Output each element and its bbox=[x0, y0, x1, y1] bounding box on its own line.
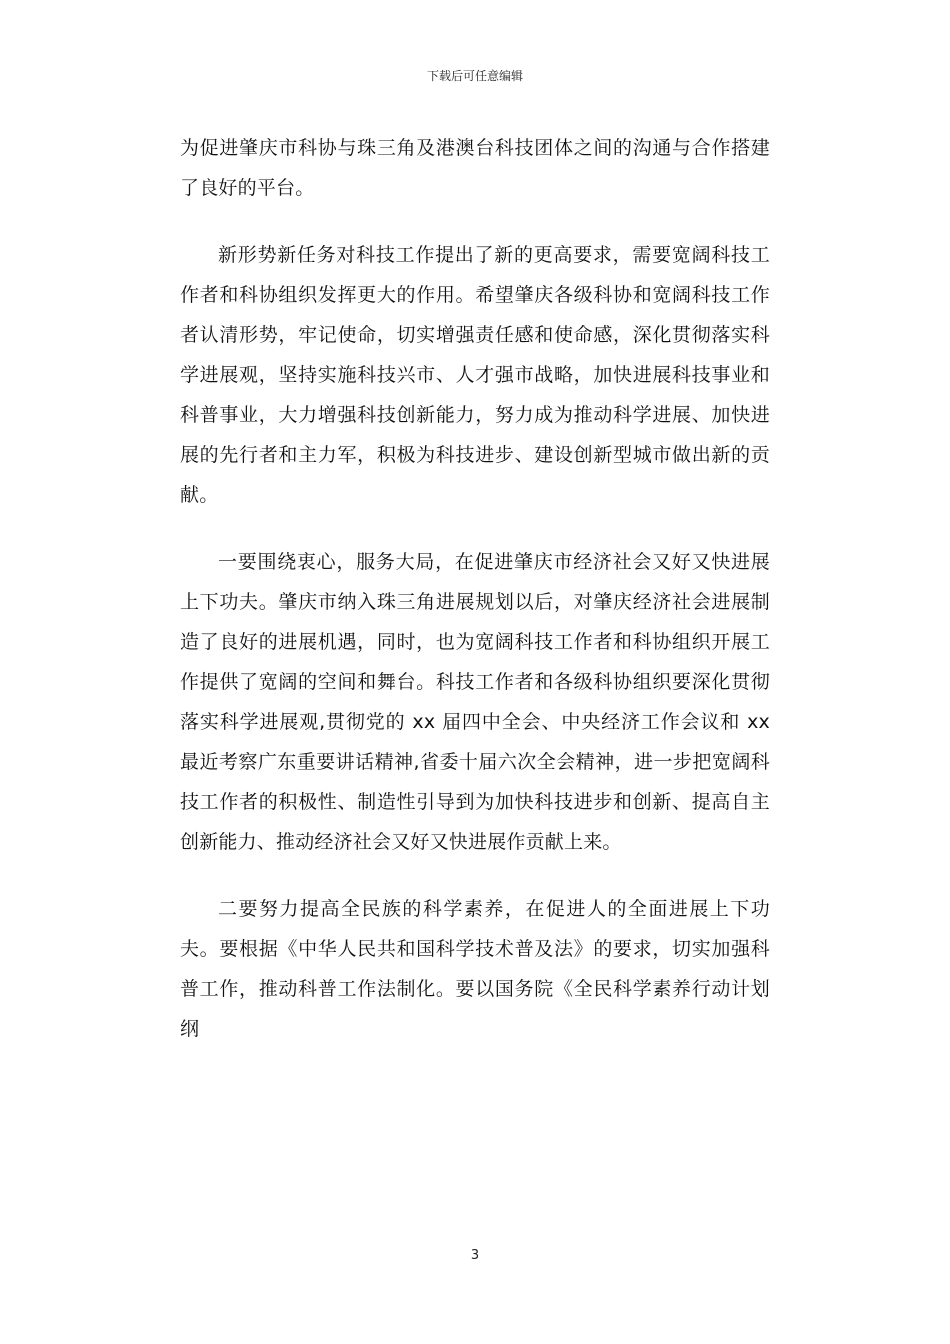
paragraph-point-one: 一要围绕衷心，服务大局，在促进肇庆市经济社会又好又快进展上下功夫。肇庆市纳入珠三角进展规划以后，对肇庆经济社会进展制造了良好的进展机遇，同时，也为宽阔科技工作者和科协组织开展工作提供了宽阔的空间和舞台。科技工作者和各级科协组织要深化贯彻落实科学进展观,贯彻党的 xx 届四中全会、中央经济工作会议和 xx 最近考察广东重要讲话精神,省委十届六次全会精神，进一步把宽阔科技工作者的积极性、制造性引导到为加快科技进步和创新、提高自主创新能力、推动经济社会又好又快进展作贡献上来。 bbox=[180, 551, 770, 853]
page-number: 3 bbox=[470, 1248, 480, 1263]
page-header: 下载后可任意编辑 bbox=[426, 69, 523, 83]
paragraph-new-situation: 新形势新任务对科技工作提出了新的更高要求，需要宽阔科技工作者和科协组织发挥更大的作用。希望肇庆各级科协和宽阔科技工作者认清形势，牢记使命，切实增强责任感和使命感，深化贯彻落实科学进展观，坚持实施科技兴市、人才强市战略，加快进展科技事业和科普事业，大力增强科技创新能力，努力成为推动科学进展、加快进展的先行者和主力军，积极为科技进步、建设创新型城市做出新的贡献。 bbox=[180, 244, 770, 506]
paragraph-point-two: 二要努力提高全民族的科学素养，在促进人的全面进展上下功夫。要根据《中华人民共和国科学技术普及法》的要求，切实加强科普工作，推动科普工作法制化。要以国务院《全民科学素养行动计划纲 bbox=[180, 898, 770, 1040]
paragraph-continuation: 为促进肇庆市科协与珠三角及港澳台科技团体之间的沟通与合作搭建了良好的平台。 bbox=[180, 137, 770, 199]
document-body bbox=[180, 128, 770, 1076]
